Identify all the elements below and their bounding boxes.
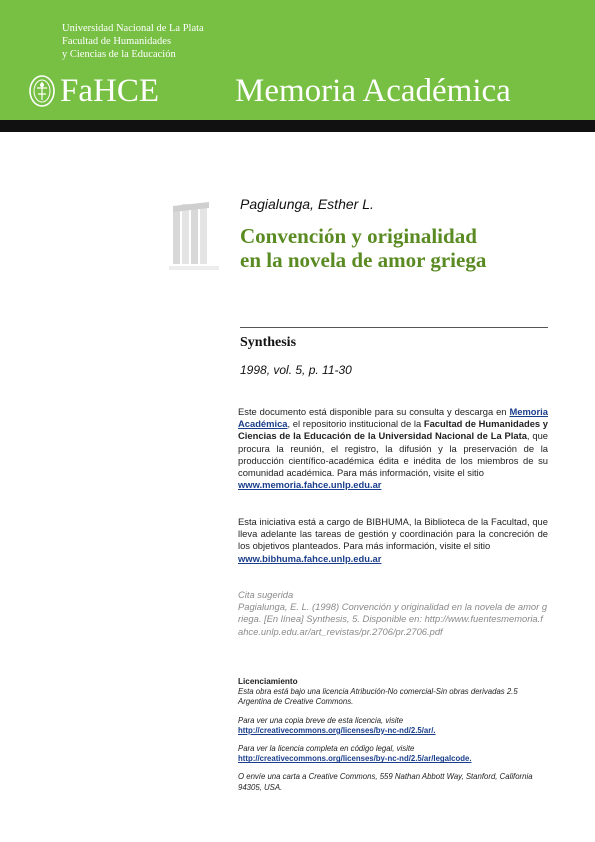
- header-divider: [0, 120, 595, 132]
- faculty-full-name: Facultad de Humanidades y Ciencias de la Educación de la Universidad Nacional de La Plata: [238, 418, 548, 442]
- memoria-academica-link[interactable]: Memoria Académica: [238, 406, 548, 430]
- article-title-line-1: Convención y originalidad: [240, 224, 477, 248]
- availability-text-c: , que procura la reunión, el registro, la difusión y la preservación de la producción científico-académica édita e inédita de los miembros de su comunidad académica. Para más información, visite el sitio: [238, 430, 548, 479]
- bibhuma-paragraph: [238, 516, 548, 565]
- license-heading: Licenciamiento: [238, 677, 298, 686]
- article-title-line-2: en la novela de amor griega: [240, 248, 487, 272]
- suggested-citation: [238, 589, 548, 638]
- suggested-citation-text: Pagialunga, E. L. (1998) Convención y originalidad en la novela de amor griega. [En línea] Synthesis, 5. Disponible en: http://www.fuentesmemoria.fahce.unlp.edu.ar/art_revistas/pr.2706/pr.2706.pdf: [238, 601, 548, 637]
- memoria-academica-books-logo: [165, 200, 223, 275]
- institution-lines: [62, 22, 204, 61]
- university-name: Universidad Nacional de La Plata: [62, 23, 204, 34]
- journal-name: Synthesis: [240, 335, 297, 350]
- section-divider: [240, 327, 548, 328]
- license-legalcode-label: Para ver la licencia completa en código legal, visite: [238, 744, 415, 754]
- publication-details: 1998, vol. 5, p. 11-30: [240, 363, 352, 377]
- availability-paragraph: [238, 406, 548, 491]
- faculty-line-2: y Ciencias de la Educación: [62, 49, 176, 60]
- suggested-citation-label: Cita sugerida: [238, 589, 294, 600]
- memoria-site-link[interactable]: www.memoria.fahce.unlp.edu.ar: [238, 479, 382, 491]
- license-mail-address: O envíe una carta a Creative Commons, 559 Nathan Abbott Way, Stanford, California 94305, USA.: [238, 772, 533, 792]
- faculty-line-1: Facultad de Humanidades: [62, 36, 172, 47]
- university-seal-icon: [28, 74, 56, 108]
- license-summary-label: Para ver una copia breve de esta licencia, visite: [238, 715, 404, 725]
- bibhuma-site-link[interactable]: www.bibhuma.fahce.unlp.edu.ar: [238, 552, 382, 564]
- article-title: [240, 224, 560, 272]
- license-section: [238, 677, 550, 793]
- availability-text-b: , el repositorio institucional de la: [287, 418, 424, 430]
- article-author: Pagialunga, Esther L.: [240, 196, 374, 212]
- repository-name: Memoria Académica: [235, 73, 511, 109]
- license-description: Esta obra está bajo una licencia Atribución-No comercial-Sin obras derivadas 2.5 Argentina de Creative Commons.: [238, 687, 518, 707]
- availability-text-a: Este documento está disponible para su consulta y descarga en: [238, 406, 510, 417]
- header-banner: [0, 0, 595, 120]
- bibhuma-text: Esta iniciativa está a cargo de BIBHUMA, la Biblioteca de la Facultad, que lleva adelante las tareas de gestión y coordinación para la concreción de los objetivos planteados. Para más información, visite el sitio: [238, 516, 548, 552]
- license-summary-link[interactable]: http://creativecommons.org/licenses/by-nc-nd/2.5/ar/.: [238, 725, 436, 735]
- faculty-acronym-logo: FaHCE: [60, 73, 159, 109]
- license-legalcode-link[interactable]: http://creativecommons.org/licenses/by-nc-nd/2.5/ar/legalcode.: [238, 754, 472, 764]
